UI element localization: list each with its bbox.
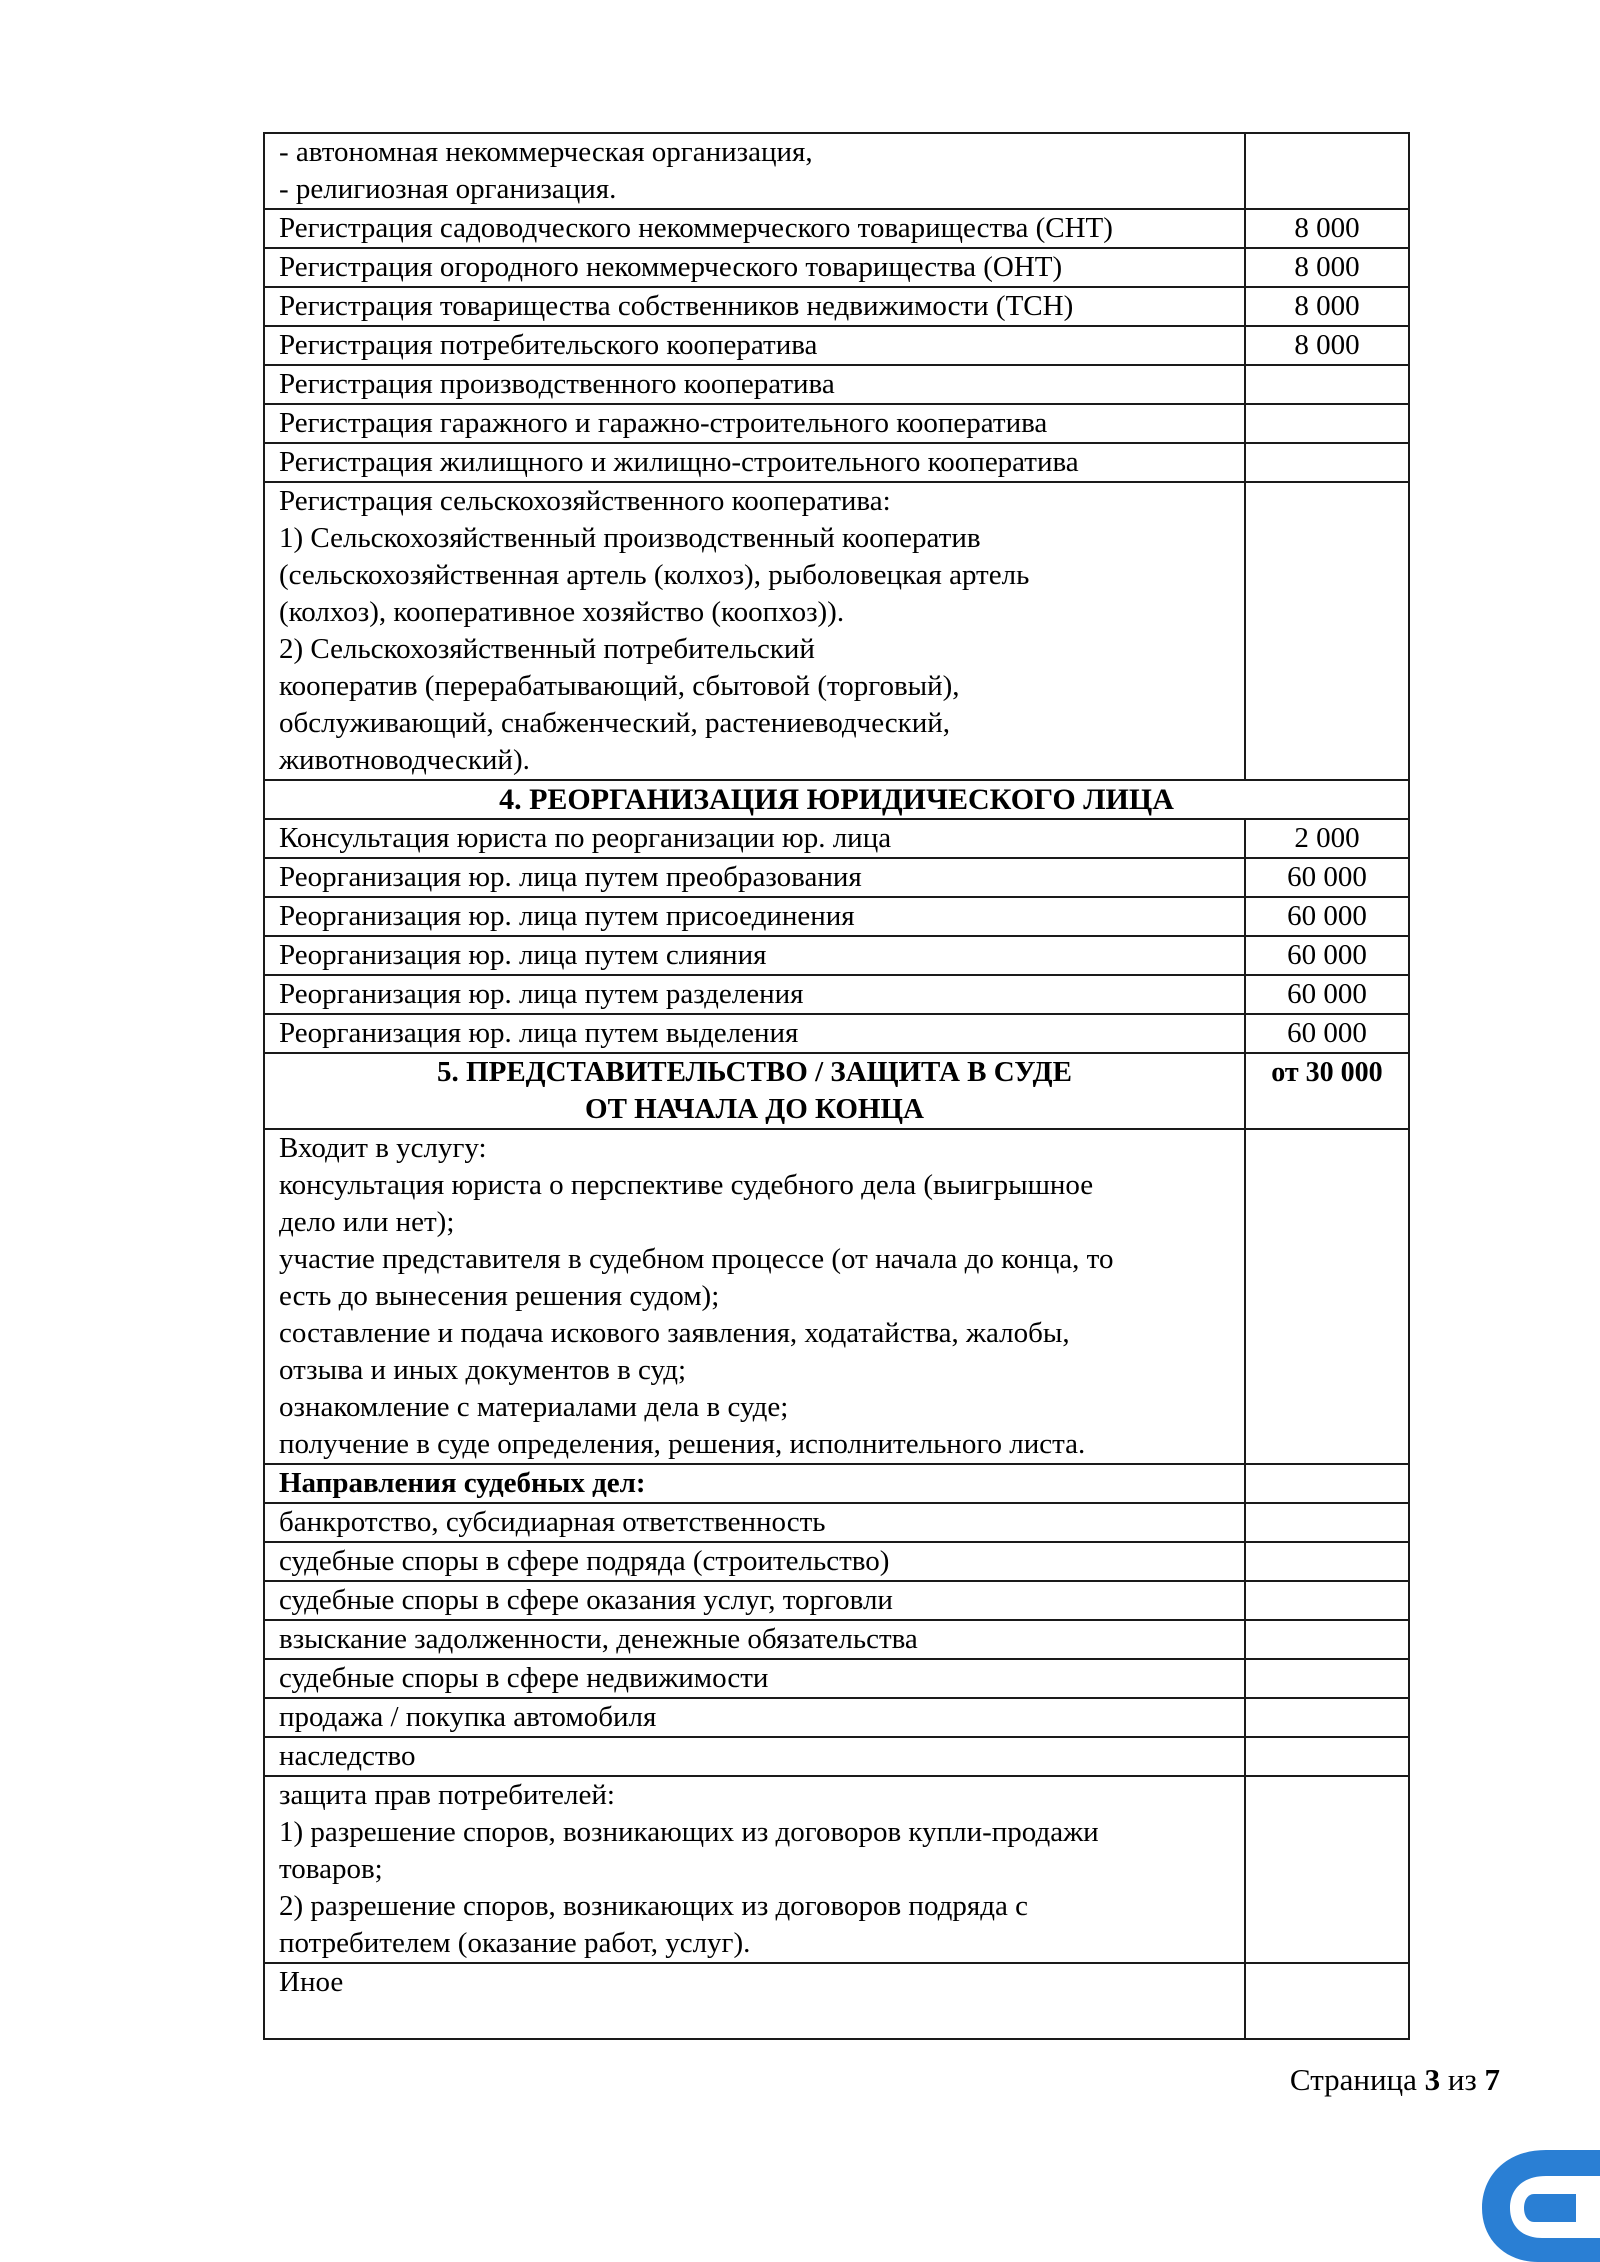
table-row bbox=[264, 1581, 1409, 1620]
service-description: судебные споры в сфере подряда (строительство) bbox=[264, 1542, 1245, 1581]
service-price bbox=[1245, 1963, 1409, 2039]
service-description: судебные споры в сфере оказания услуг, торговли bbox=[264, 1581, 1245, 1620]
service-description: продажа / покупка автомобиля bbox=[264, 1698, 1245, 1737]
table-row bbox=[264, 1464, 1409, 1503]
service-price bbox=[1245, 482, 1409, 780]
table-row bbox=[264, 936, 1409, 975]
table-row bbox=[264, 1542, 1409, 1581]
service-price: 60 000 bbox=[1245, 897, 1409, 936]
service-description: Регистрация гаражного и гаражно-строительного кооператива bbox=[264, 404, 1245, 443]
company-logo-icon bbox=[1476, 2142, 1600, 2262]
service-description: Консультация юриста по реорганизации юр. лица bbox=[264, 819, 1245, 858]
service-price: 60 000 bbox=[1245, 858, 1409, 897]
table-row bbox=[264, 819, 1409, 858]
of-label: из bbox=[1447, 2062, 1477, 2097]
service-price: 60 000 bbox=[1245, 1014, 1409, 1053]
service-price bbox=[1245, 1620, 1409, 1659]
service-price bbox=[1245, 1129, 1409, 1464]
service-description: Направления судебных дел: bbox=[264, 1464, 1245, 1503]
service-description: Иное bbox=[264, 1963, 1245, 2039]
service-description: Регистрация товарищества собственников недвижимости (ТСН) bbox=[264, 287, 1245, 326]
section-heading: 5. ПРЕДСТАВИТЕЛЬСТВО / ЗАЩИТА В СУДЕ ОТ НАЧАЛА ДО КОНЦА bbox=[264, 1053, 1245, 1129]
service-price bbox=[1245, 133, 1409, 209]
table-row bbox=[264, 443, 1409, 482]
table-row bbox=[264, 287, 1409, 326]
service-description: банкротство, субсидиарная ответственность bbox=[264, 1503, 1245, 1542]
service-price: 8 000 bbox=[1245, 287, 1409, 326]
service-description: Входит в услугу: консультация юриста о перспективе судебного дела (выигрышное дело или нет); участие представителя в судебном процессе (от начала до конца, то есть до вынесения решения судом); составление и подача искового заявления, ходатайства, жалобы, отзыва и иных документов в суд; ознакомление с материалами дела в суде; получение в суде определения, решения, исполнительного листа. bbox=[264, 1129, 1245, 1464]
service-description: защита прав потребителей: 1) разрешение споров, возникающих из договоров купли-продажи товаров; 2) разрешение споров, возникающих из договоров подряда с потребителем (оказание работ, услуг). bbox=[264, 1776, 1245, 1963]
service-price bbox=[1245, 443, 1409, 482]
service-price: 8 000 bbox=[1245, 248, 1409, 287]
price-table bbox=[263, 132, 1410, 2040]
service-price: 8 000 bbox=[1245, 326, 1409, 365]
service-description: Реорганизация юр. лица путем присоединения bbox=[264, 897, 1245, 936]
table-row bbox=[264, 1659, 1409, 1698]
logo-bar bbox=[1580, 2194, 1600, 2222]
service-price bbox=[1245, 1659, 1409, 1698]
table-row bbox=[264, 404, 1409, 443]
table-row bbox=[264, 780, 1409, 819]
table-row bbox=[264, 365, 1409, 404]
service-price bbox=[1245, 1464, 1409, 1503]
service-description: Регистрация жилищного и жилищно-строительного кооператива bbox=[264, 443, 1245, 482]
table-row bbox=[264, 1129, 1409, 1464]
table-row bbox=[264, 1776, 1409, 1963]
logo-notch bbox=[1524, 2194, 1576, 2222]
table-row bbox=[264, 248, 1409, 287]
table-row bbox=[264, 482, 1409, 780]
table-row bbox=[264, 1698, 1409, 1737]
service-price bbox=[1245, 404, 1409, 443]
section-heading: 4. РЕОРГАНИЗАЦИЯ ЮРИДИЧЕСКОГО ЛИЦА bbox=[264, 780, 1409, 819]
service-price: 60 000 bbox=[1245, 975, 1409, 1014]
service-description: Реорганизация юр. лица путем преобразования bbox=[264, 858, 1245, 897]
service-price bbox=[1245, 1698, 1409, 1737]
service-price: 2 000 bbox=[1245, 819, 1409, 858]
current-page: 3 bbox=[1424, 2062, 1441, 2097]
table-row bbox=[264, 209, 1409, 248]
service-description: Реорганизация юр. лица путем слияния bbox=[264, 936, 1245, 975]
total-pages: 7 bbox=[1484, 2062, 1500, 2097]
page-number bbox=[1290, 2062, 1500, 2098]
page-label: Страница bbox=[1289, 2062, 1417, 2097]
service-description: Регистрация производственного кооператива bbox=[264, 365, 1245, 404]
table-row bbox=[264, 1737, 1409, 1776]
table-row bbox=[264, 133, 1409, 209]
service-price: от 30 000 bbox=[1245, 1053, 1409, 1129]
service-price bbox=[1245, 1737, 1409, 1776]
service-description: Регистрация сельскохозяйственного кооператива: 1) Сельскохозяйственный производственный кооператив (сельскохозяйственная артель (колхоз), рыболовецкая артель (колхоз), кооперативное хозяйство (коопхоз)). 2) Сельскохозяйственный потребительский кооператив (перерабатывающий, сбытовой (торговый), обслуживающий, снабженческий, растениеводческий, животноводческий). bbox=[264, 482, 1245, 780]
table-row bbox=[264, 1014, 1409, 1053]
service-description: Реорганизация юр. лица путем разделения bbox=[264, 975, 1245, 1014]
table-row bbox=[264, 1503, 1409, 1542]
service-description: Регистрация садоводческого некоммерческого товарищества (СНТ) bbox=[264, 209, 1245, 248]
table-row bbox=[264, 1620, 1409, 1659]
table-row bbox=[264, 1963, 1409, 2039]
service-price: 60 000 bbox=[1245, 936, 1409, 975]
service-description: судебные споры в сфере недвижимости bbox=[264, 1659, 1245, 1698]
service-description: наследство bbox=[264, 1737, 1245, 1776]
table-row bbox=[264, 897, 1409, 936]
service-description: - автономная некоммерческая организация, - религиозная организация. bbox=[264, 133, 1245, 209]
service-price bbox=[1245, 1503, 1409, 1542]
service-description: Регистрация огородного некоммерческого товарищества (ОНТ) bbox=[264, 248, 1245, 287]
table-row bbox=[264, 975, 1409, 1014]
service-price bbox=[1245, 1542, 1409, 1581]
service-price: 8 000 bbox=[1245, 209, 1409, 248]
service-price bbox=[1245, 365, 1409, 404]
table-row bbox=[264, 1053, 1409, 1129]
service-price bbox=[1245, 1581, 1409, 1620]
table-row bbox=[264, 326, 1409, 365]
price-table-body bbox=[264, 133, 1409, 2039]
table-row bbox=[264, 858, 1409, 897]
service-price bbox=[1245, 1776, 1409, 1963]
service-description: взыскание задолженности, денежные обязательства bbox=[264, 1620, 1245, 1659]
service-description: Регистрация потребительского кооператива bbox=[264, 326, 1245, 365]
service-description: Реорганизация юр. лица путем выделения bbox=[264, 1014, 1245, 1053]
